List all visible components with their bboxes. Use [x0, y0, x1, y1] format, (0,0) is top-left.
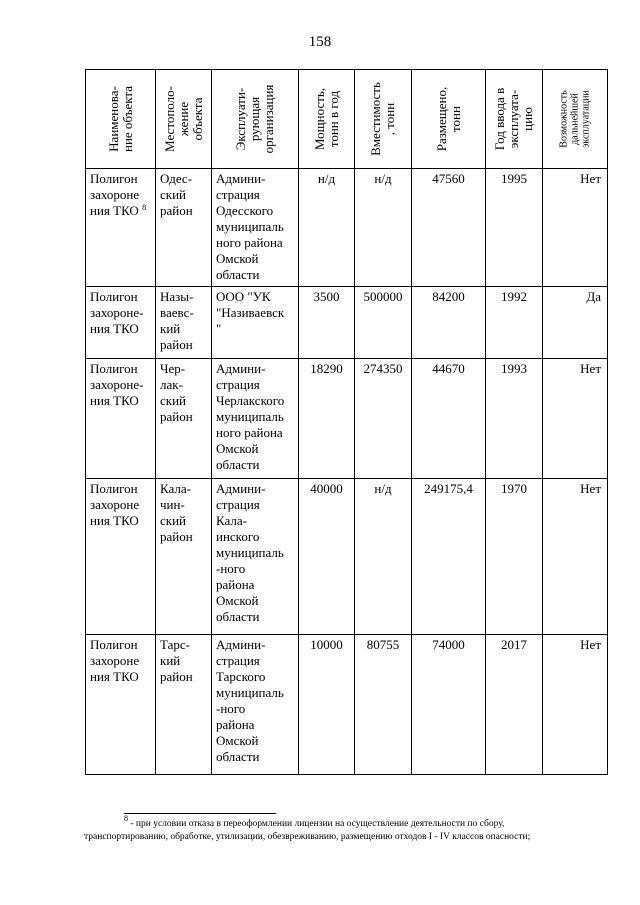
cell-volume — [355, 635, 412, 775]
future-text: Нет — [580, 481, 601, 496]
header-capacity: Мощность, тонн в год — [311, 87, 341, 151]
cell-location — [156, 635, 212, 775]
cell-name — [86, 287, 156, 359]
cell-placed — [412, 479, 486, 635]
cell-year — [486, 635, 543, 775]
cell-placed — [412, 169, 486, 287]
table-row — [86, 635, 608, 775]
header-location: Местополо- жение объекта — [161, 86, 205, 152]
footnote — [84, 814, 600, 844]
cell-operator — [212, 169, 299, 287]
header-volume: Вместимость , тонн — [368, 82, 397, 156]
volume-text: 80755 — [366, 637, 400, 652]
cell-future — [543, 287, 608, 359]
cell-capacity — [299, 479, 355, 635]
location-text: Тарс- кий район — [160, 637, 193, 684]
location-text: Кала- чин- ский район — [160, 481, 193, 544]
future-text: Нет — [580, 637, 601, 652]
cell-operator — [212, 359, 299, 479]
placed-text: 44670 — [432, 361, 465, 376]
cell-capacity — [299, 169, 355, 287]
header-cell — [486, 70, 543, 169]
footnote-marker: 8 — [124, 814, 128, 823]
header-name: Наименова- ние объекта — [105, 86, 135, 152]
header-future: Возможность дальнейшей эксплуатации — [558, 90, 592, 148]
name-text: Полигон захороне ния ТКО — [90, 171, 140, 218]
table-row — [86, 479, 608, 635]
footnote-ref: 8 — [142, 203, 147, 212]
volume-text: 274350 — [363, 361, 403, 376]
cell-future — [543, 479, 608, 635]
location-text: Одес- ский район — [160, 171, 193, 218]
cell-volume — [355, 479, 412, 635]
year-text: 1992 — [501, 289, 527, 304]
cell-location — [156, 359, 212, 479]
capacity-text: н/д — [317, 171, 336, 186]
cell-year — [486, 287, 543, 359]
cell-capacity — [299, 287, 355, 359]
volume-text: н/д — [374, 171, 392, 186]
operator-text: Админи- страция Кала- инского муниципаль -ного района Омской области — [216, 481, 284, 624]
future-text: Да — [586, 289, 601, 304]
cell-volume — [355, 169, 412, 287]
capacity-text: 40000 — [310, 481, 343, 496]
header-placed: Размещено, тонн — [433, 86, 463, 152]
capacity-text: 18290 — [310, 361, 343, 376]
cell-volume — [355, 359, 412, 479]
header-cell — [412, 70, 486, 169]
footnote-line-2: транспортированию, обработке, утилизации, обезвреживанию, размещению отходов I - IV классов опасности; — [84, 832, 531, 842]
cell-year — [486, 479, 543, 635]
header-year: Год ввода в эксплуата- цию — [492, 87, 535, 151]
cell-name — [86, 359, 156, 479]
cell-placed — [412, 287, 486, 359]
cell-volume — [355, 287, 412, 359]
header-cell — [86, 70, 156, 169]
future-text: Нет — [580, 361, 601, 376]
name-text: Полигон захороне- ния ТКО — [90, 361, 144, 408]
cell-name — [86, 169, 156, 287]
cell-placed — [412, 359, 486, 479]
header-cell — [212, 70, 299, 169]
cell-location — [156, 287, 212, 359]
cell-placed — [412, 635, 486, 775]
year-text: 2017 — [501, 637, 527, 652]
table-row — [86, 359, 608, 479]
header-cell — [299, 70, 355, 169]
placed-text: 249175,4 — [424, 481, 473, 496]
header-operator: Эксплуати- рующая организация — [233, 84, 276, 154]
location-text: Чер- лак- ский район — [160, 361, 193, 424]
table-row — [86, 287, 608, 359]
name-text: Полигон захороне ния ТКО — [90, 637, 140, 684]
placed-text: 74000 — [432, 637, 465, 652]
operator-text: ООО "УК "Називаевск " — [216, 289, 285, 336]
cell-operator — [212, 287, 299, 359]
table-header-row — [86, 70, 608, 169]
header-cell — [355, 70, 412, 169]
cell-location — [156, 169, 212, 287]
cell-name — [86, 479, 156, 635]
cell-location — [156, 479, 212, 635]
header-cell — [543, 70, 608, 169]
operator-text: Админи- страция Одесского муниципаль ного района Омской области — [216, 171, 284, 282]
cell-future — [543, 169, 608, 287]
cell-capacity — [299, 359, 355, 479]
year-text: 1995 — [501, 171, 527, 186]
placed-text: 47560 — [432, 171, 465, 186]
placed-text: 84200 — [432, 289, 465, 304]
page-number: 158 — [308, 34, 332, 50]
cell-operator — [212, 635, 299, 775]
cell-future — [543, 359, 608, 479]
operator-text: Админи- страция Тарского муниципаль -ного района Омской области — [216, 637, 284, 764]
location-text: Назы- ваевс- кий район — [160, 289, 194, 352]
cell-name — [86, 635, 156, 775]
year-text: 1970 — [501, 481, 527, 496]
volume-text: н/д — [374, 481, 392, 496]
footnote-divider — [124, 813, 276, 814]
cell-future — [543, 635, 608, 775]
cell-year — [486, 359, 543, 479]
capacity-text: 3500 — [313, 289, 340, 304]
name-text: Полигон захороне- ния ТКО — [90, 289, 144, 336]
cell-operator — [212, 479, 299, 635]
future-text: Нет — [580, 171, 601, 186]
cell-year — [486, 169, 543, 287]
table-row — [86, 169, 608, 287]
volume-text: 500000 — [363, 289, 403, 304]
operator-text: Админи- страция Черлакского муниципаль ного района Омской области — [216, 361, 285, 472]
footnote-line-1: - при условии отказа в переоформлении лицензии на осуществление деятельности по сбору, — [130, 819, 505, 829]
landfill-table — [85, 69, 608, 775]
name-text: Полигон захороне ния ТКО — [90, 481, 140, 528]
header-cell — [156, 70, 212, 169]
cell-capacity — [299, 635, 355, 775]
capacity-text: 10000 — [310, 637, 343, 652]
year-text: 1993 — [501, 361, 527, 376]
